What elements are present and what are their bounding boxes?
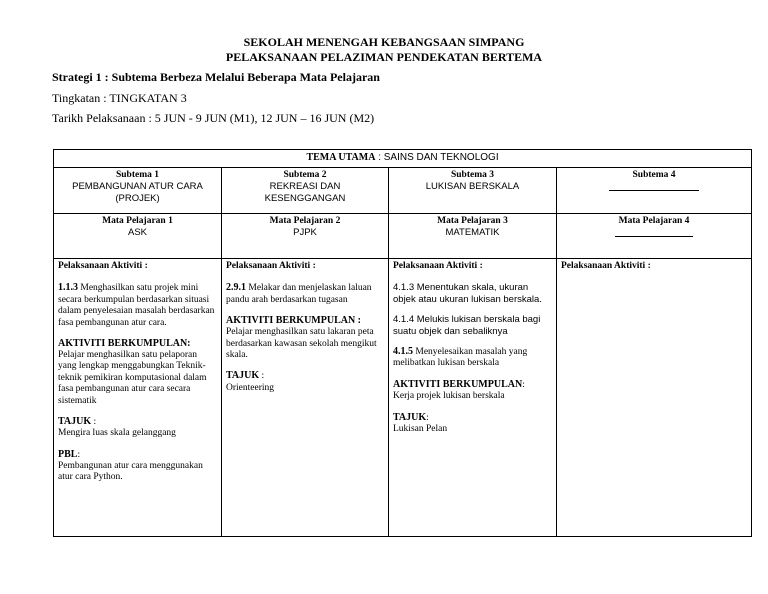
subtheme-2-label: Subtema 2: [283, 170, 327, 180]
activity-3-tajuk-label: TAJUK: [393, 411, 427, 423]
subject-2-cell: [222, 214, 389, 259]
subtheme-1-line1: PEMBANGUNAN ATUR CARA: [72, 181, 203, 193]
activity-1-tajuk-label: TAJUK: [58, 415, 92, 427]
activity-4-cell: [557, 259, 752, 537]
activity-1-pbl-text: Pembangunan atur cara menggunakan atur cara Python.: [58, 461, 203, 483]
activity-3-item-1: 4.1.3 Menentukan skala, ukuran objek atau ukuran lukisan berskala.: [393, 282, 542, 305]
activity-2-code: 2.9.1: [226, 282, 246, 294]
activity-4-heading: Pelaksanaan Aktiviti :: [561, 261, 651, 271]
activity-3-item-3: [393, 346, 552, 370]
activity-3-tajuk-sep: :: [426, 412, 429, 423]
activity-3-code: 4.1.5: [393, 345, 413, 357]
subtheme-2-line1: REKREASI DAN: [269, 181, 341, 193]
activity-3-item-2: 4.1.4 Melukis lukisan berskala bagi suatu objek dan sebaliknya: [393, 314, 541, 337]
activity-2-group-text: Pelajar menghasilkan satu lakaran peta berdasarkan kawasan sekolah mengikut skala.: [226, 327, 377, 360]
activity-2-tajuk-label: TAJUK: [226, 370, 260, 382]
activity-1-heading: Pelaksanaan Aktiviti :: [58, 261, 148, 271]
activity-1-pbl-sep: :: [77, 449, 81, 460]
subject-4-blank-line: [615, 227, 693, 237]
subtheme-2-line2: KESENGGANGAN: [264, 192, 346, 204]
activity-2-group-label: AKTIVITI BERKUMPULAN :: [226, 315, 362, 327]
document-subtitle: PELAKSANAAN PELAZIMAN PENDEKATAN BERTEMA: [225, 50, 543, 64]
activity-3-cell: [389, 259, 557, 537]
activity-1-code: 1.1.3: [58, 282, 78, 294]
activity-2-objective: [226, 282, 384, 306]
activity-1-objective-text: Menghasilkan satu projek mini secara berkumpulan berdasarkan situasi dalam penyelesaian masalah berdasarkan fasa pembangunan atur cara.: [58, 283, 215, 328]
activity-3-group-text: Kerja projek lukisan berskala: [393, 391, 505, 402]
subtheme-4-blank-line: [609, 181, 699, 191]
subtheme-2-cell: [222, 168, 389, 214]
activity-2-tajuk-text: Orienteering: [226, 382, 275, 393]
main-theme-value: : SAINS DAN TEKNOLOGI: [375, 152, 499, 163]
subtheme-3-cell: [389, 168, 557, 214]
subtheme-1-cell: [54, 168, 222, 214]
subject-2-label: Mata Pelajaran 2: [269, 216, 341, 226]
activity-3-item-3-text: Menyelesaikan masalah yang melibatkan lukisan berskala: [393, 346, 528, 369]
subject-1-value: ASK: [127, 227, 147, 239]
subtheme-4-cell: [557, 168, 752, 214]
subject-4-label: Mata Pelajaran 4: [618, 216, 690, 226]
subtheme-4-label: Subtema 4: [632, 170, 676, 180]
main-theme-cell: [54, 150, 752, 168]
activity-1-objective: [58, 282, 217, 329]
subject-2-value: PJPK: [293, 227, 317, 239]
subtheme-1-label: Subtema 1: [115, 170, 160, 180]
theme-table: [53, 149, 752, 537]
strategy-line: Strategi 1 : Subtema Berbeza Melalui Beberapa Mata Pelajaran: [52, 70, 380, 84]
subject-1-label: Mata Pelajaran 1: [102, 216, 173, 226]
activity-2-tajuk-sep: :: [259, 371, 265, 382]
activity-1-pbl-label: PBL: [58, 448, 78, 460]
activity-1-group-label: AKTIVITI BERKUMPULAN:: [58, 337, 191, 349]
school-name: SEKOLAH MENENGAH KEBANGSAAN SIMPANG: [243, 35, 525, 49]
subject-1-cell: [54, 214, 222, 259]
activity-3-group-sep: :: [522, 379, 525, 390]
activity-1-tajuk-text: Mengira luas skala gelanggang: [58, 428, 176, 439]
activity-2-heading: Pelaksanaan Aktiviti :: [226, 261, 316, 271]
main-theme-label: TEMA UTAMA: [306, 152, 376, 163]
activity-1-cell: [54, 259, 222, 537]
subtheme-3-line1: LUKISAN BERSKALA: [425, 181, 520, 193]
subtheme-3-label: Subtema 3: [450, 170, 495, 180]
activity-2-cell: [222, 259, 389, 537]
activity-3-group-label: AKTIVITI BERKUMPULAN: [393, 378, 523, 390]
activity-1-tajuk-sep: :: [91, 416, 97, 427]
subtheme-1-line2: (PROJEK): [115, 192, 160, 204]
subject-3-label: Mata Pelajaran 3: [437, 216, 508, 226]
subject-3-cell: [389, 214, 557, 259]
subject-4-cell: [557, 214, 752, 259]
activity-2-objective-text: Melakar dan menjelaskan laluan pandu arah berdasarkan tugasan: [226, 283, 372, 305]
date-line: Tarikh Pelaksanaan : 5 JUN - 9 JUN (M1), 12 JUN – 16 JUN (M2): [52, 111, 375, 125]
activity-1-group-text: Pelajar menghasilkan satu pelaporan yang lengkap menggabungkan Teknik-teknik pemikiran komputasional dalam fasa pembangunan atur cara secara sistematik: [58, 349, 207, 406]
level-line: Tingkatan : TINGKATAN 3: [52, 91, 187, 105]
subject-3-value: MATEMATIK: [445, 227, 500, 239]
activity-3-heading: Pelaksanaan Aktiviti :: [393, 261, 483, 271]
activity-3-tajuk-text: Lukisan Pelan: [393, 423, 448, 434]
